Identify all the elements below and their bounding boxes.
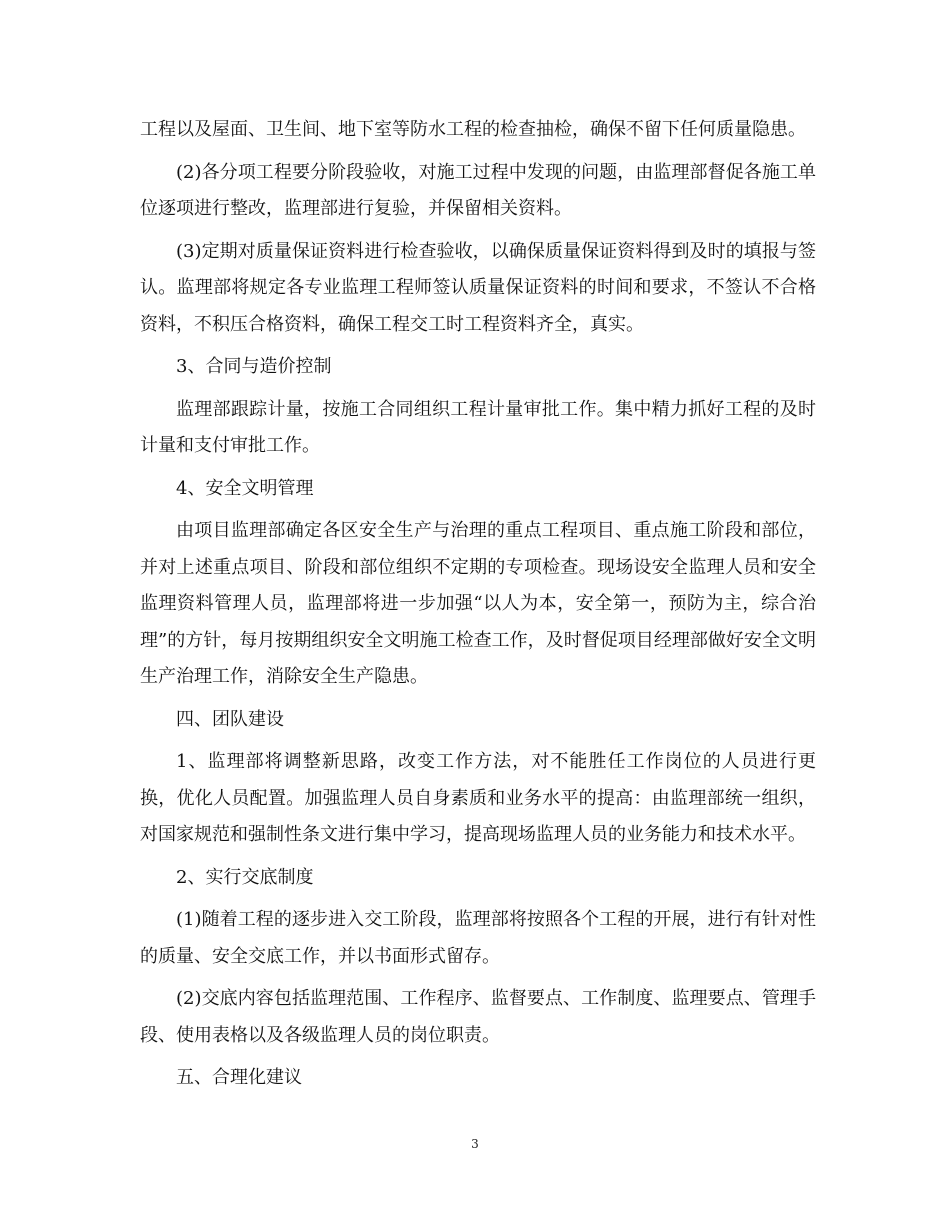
paragraph-9: 1、监理部将调整新思路，改变工作方法，对不能胜任工作岗位的人员进行更换，优化人员配置。加强监理人员自身素质和业务水平的提高：由监理部统一组织，对国家规范和强制性条文进行集中学习，提高现场监理人员的业务能力和技术水平。 (140, 751, 816, 845)
paragraph-3: (3)定期对质量保证资料进行检查验收，以确保质量保证资料得到及时的填报与签认。监理部将规定各专业监理工程师签认质量保证资料的时间和要求，不签认不合格资料，不积压合格资料，确保工程交工时工程资料齐全，真实。 (140, 240, 816, 335)
paragraph-7: 由项目监理部确定各区安全生产与治理的重点工程项目、重点施工阶段和部位，并对上述重点项目、阶段和部位组织不定期的专项检查。现场设安全监理人员和安全监理资料管理人员，监理部将进一步加强“以人为本，安全第一，预防为主，综合治理”的方针，每月按期组织安全文明施工检查工作，及时督促项目经理部做好安全文明生产治理工作，消除安全生产隐患。 (140, 520, 816, 687)
paragraph-2: (2)各分项工程要分阶段验收，对施工过程中发现的问题，由监理部督促各施工单位逐项进行整改，监理部进行复验，并保留相关资料。 (140, 161, 816, 219)
section-heading-team-building: 四、团队建设 (176, 708, 284, 730)
paragraph-12: (2)交底内容包括监理范围、工作程序、监督要点、工作制度、监理要点、管理手段、使用表格以及各级监理人员的岗位职责。 (140, 988, 816, 1046)
page-number: 3 (471, 1137, 479, 1151)
section-heading-suggestions: 五、合理化建议 (176, 1067, 302, 1088)
paragraph-11: (1)随着工程的逐步进入交工阶段，监理部将按照各个工程的开展，进行有针对性的质量、安全交底工作，并以书面形式留存。 (140, 909, 816, 967)
paragraph-1: 工程以及屋面、卫生间、地下室等防水工程的检查抽检，确保不留下任何质量隐患。 (140, 119, 806, 140)
section-heading-briefing-system: 2、实行交底制度 (176, 866, 314, 888)
document-body (140, 112, 816, 1103)
section-heading-contract-cost: 3、合同与造价控制 (176, 356, 332, 377)
paragraph-5: 监理部跟踪计量，按施工合同组织工程计量审批工作。集中精力抓好工程的及时计量和支付审批工作。 (140, 398, 816, 456)
section-heading-safety: 4、安全文明管理 (176, 477, 314, 499)
